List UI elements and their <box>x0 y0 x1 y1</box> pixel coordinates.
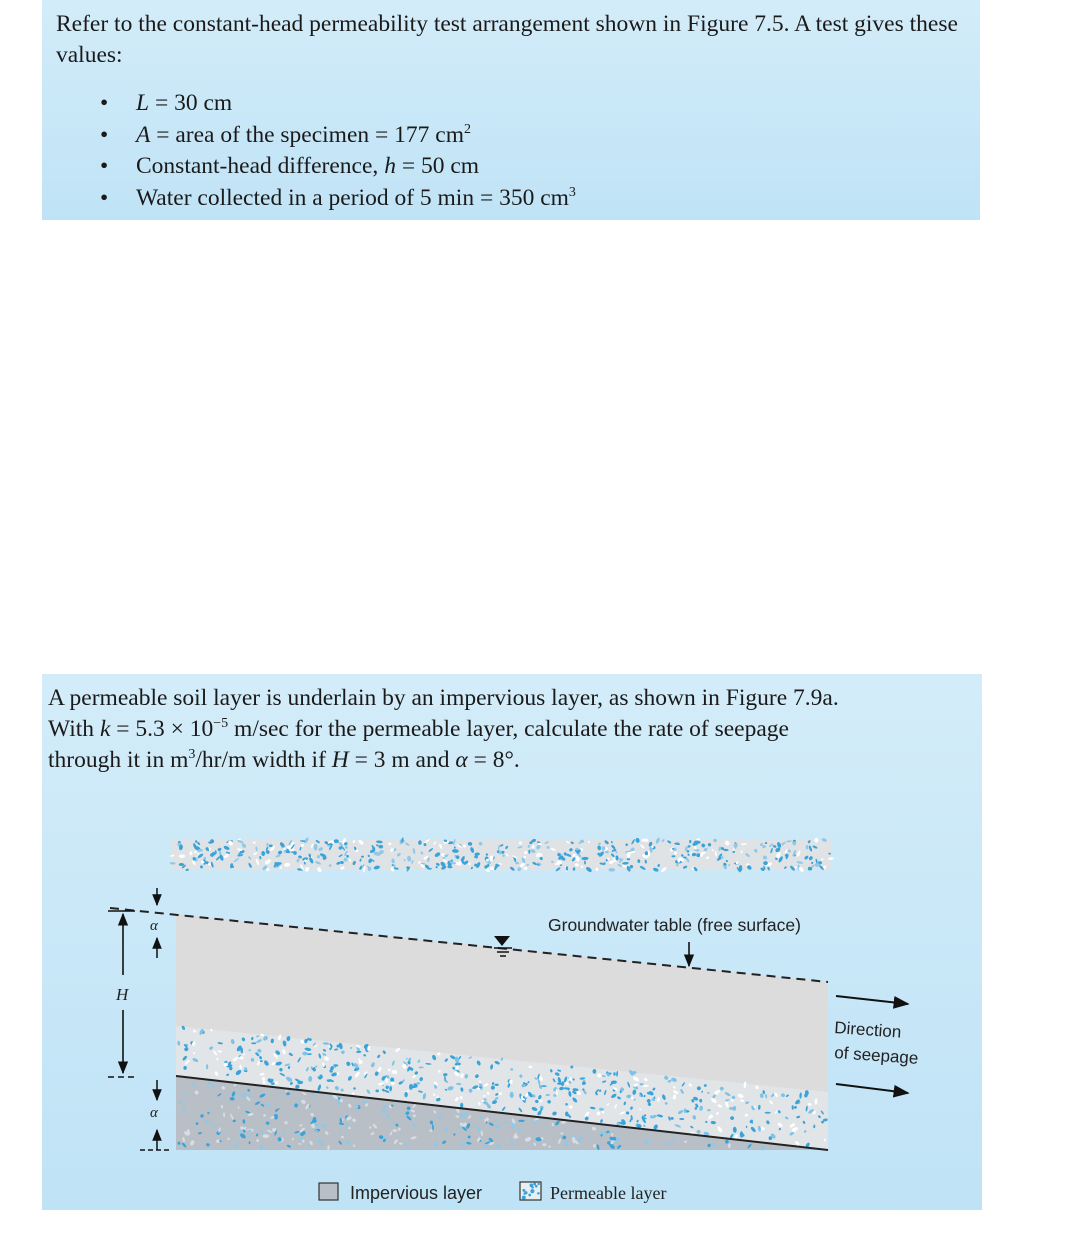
problem-2-line-1: A permeable soil layer is underlain by an impervious layer, as shown in Figure 7.9a. <box>48 685 839 711</box>
direction-label-1: Direction <box>833 1018 902 1042</box>
alpha-top-dimension <box>150 888 159 958</box>
H-dimension <box>108 911 135 1077</box>
direction-label-2: of seepage <box>833 1043 919 1068</box>
list-item: • A = area of the specimen = 177 $cm^2$ <box>98 120 576 152</box>
list-item: • L = 30 cm <box>98 88 576 120</box>
problem-2-line-2: With $k = 5.3 \times 10^{-5}$ m/sec for the permeable layer, calculate the rate of seepage <box>48 716 789 742</box>
list-item: • Constant-head difference, h = 50 cm <box>98 151 576 183</box>
list-item: • Water collected in a period of 5 min = 350 $cm^3$ <box>98 183 576 215</box>
problem-1-intro: Refer to the constant-head permeability test arrangement shown in Figure 7.5. A test gives these values: <box>56 11 958 68</box>
H-label: H <box>116 985 129 1004</box>
alpha-bottom-dimension <box>140 1080 172 1150</box>
alpha-label-bottom: α <box>150 1105 158 1121</box>
gwt-label: Groundwater table (free surface) <box>548 915 801 935</box>
alpha-label-top: α <box>150 918 158 934</box>
problem-2-line-3: through it in $m^3/hr/m$ width if H = 3 m and α = 8°. <box>48 747 520 773</box>
top-permeable-strip <box>170 837 834 873</box>
seepage-direction <box>834 996 919 1093</box>
legend-impervious-swatch <box>319 1183 338 1200</box>
legend-permeable-label: Permeable layer <box>550 1183 667 1203</box>
legend-impervious-label: Impervious layer <box>350 1183 483 1203</box>
legend <box>319 1182 666 1203</box>
